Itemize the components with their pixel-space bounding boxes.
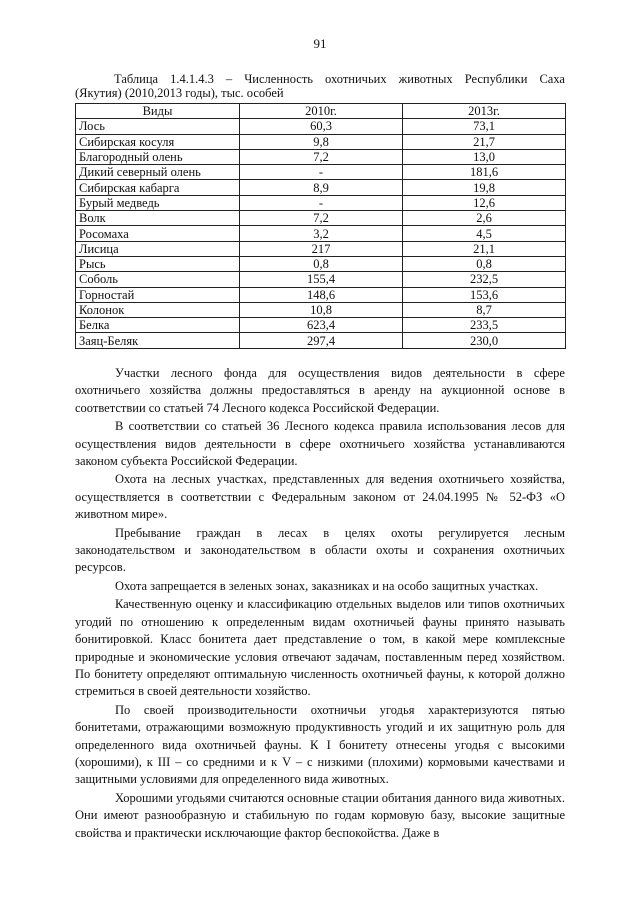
table-row <box>76 134 566 149</box>
value-2010-cell: 155,4 <box>240 272 403 287</box>
value-2010-cell: 297,4 <box>240 333 403 348</box>
caption-line-1 <box>75 72 565 86</box>
caption-word: Саха <box>539 72 565 86</box>
value-2013-cell: 0,8 <box>403 256 566 271</box>
table-row <box>76 302 566 317</box>
paragraph: Охота на лесных участках, представленных для ведения охотничьего хозяйства, осуществляется в соответствии с Федеральным законом от 24.04.1995 № 52-ФЗ «О животном мире». <box>75 472 565 522</box>
value-2010-cell: 7,2 <box>240 149 403 164</box>
value-2013-cell: 153,6 <box>403 287 566 302</box>
table-row <box>76 256 566 271</box>
caption-line-2: (Якутия) (2010,2013 годы), тыс. особей <box>75 86 284 100</box>
value-2010-cell: 7,2 <box>240 211 403 226</box>
table-row <box>76 149 566 164</box>
table-row <box>76 119 566 134</box>
caption-word: Таблица <box>114 72 159 86</box>
table-row <box>76 333 566 348</box>
value-2010-cell: 623,4 <box>240 318 403 333</box>
species-cell: Колонок <box>76 302 240 317</box>
species-cell: Сибирская кабарга <box>76 180 240 195</box>
header-2013: 2013г. <box>403 104 566 119</box>
value-2013-cell: 13,0 <box>403 149 566 164</box>
value-2010-cell: 217 <box>240 241 403 256</box>
species-cell: Белка <box>76 318 240 333</box>
species-cell: Волк <box>76 211 240 226</box>
header-species: Виды <box>76 104 240 119</box>
header-2010: 2010г. <box>240 104 403 119</box>
value-2013-cell: 8,7 <box>403 302 566 317</box>
value-2013-cell: 233,5 <box>403 318 566 333</box>
species-cell: Сибирская косуля <box>76 134 240 149</box>
table-row <box>76 165 566 180</box>
caption-word: Республики <box>464 72 528 86</box>
caption-word: Численность <box>244 72 313 86</box>
body-text <box>75 365 565 842</box>
paragraph: Качественную оценку и классификацию отдельных выделов или типов охотничьих угодий по отношению к определенным видам охотничьей фауны принято называть бонитировкой. Класс бонитета дает представление о том, в какой мере комплексные природные и экономические условия отвечают задачам, поставленным перед хозяйством. По бонитету определяют оптимальную численность охотничьей фауны, к которой должно стремиться в своей деятельности хозяйство. <box>75 597 565 699</box>
table-row <box>76 180 566 195</box>
paragraph: Участки лесного фонда для осуществления видов деятельности в сфере охотничьего хозяйства должны предоставляться в аренду на аукционной основе в соответствии со статьей 74 Лесного кодекса Российской Федерации. <box>75 366 565 415</box>
value-2010-cell: 148,6 <box>240 287 403 302</box>
species-cell: Росомаха <box>76 226 240 241</box>
value-2010-cell: 0,8 <box>240 256 403 271</box>
table-row <box>76 226 566 241</box>
paragraph: Пребывание граждан в лесах в целях охоты регулируется лесным законодательством и законодательством в области охоты и сохранения охотничьих ресурсов. <box>75 525 565 575</box>
value-2013-cell: 2,6 <box>403 211 566 226</box>
species-cell: Благородный олень <box>76 149 240 164</box>
paragraph: Хорошими угодьями считаются основные стации обитания данного вида животных. Они имеют разнообразную и стабильную по годам кормовую базу, высокие защитные свойства и практически исключающие фактор беспокойства. Даже в <box>75 790 566 840</box>
table-header-row <box>76 104 566 119</box>
value-2010-cell: 60,3 <box>240 119 403 134</box>
species-cell: Бурый медведь <box>76 195 240 210</box>
value-2013-cell: 12,6 <box>403 195 566 210</box>
value-2010-cell: - <box>240 195 403 210</box>
species-cell: Заяц-Беляк <box>76 333 240 348</box>
value-2013-cell: 73,1 <box>403 119 566 134</box>
value-2013-cell: 232,5 <box>403 272 566 287</box>
value-2013-cell: 230,0 <box>403 333 566 348</box>
species-cell: Лисица <box>76 241 240 256</box>
animal-population-table <box>75 103 566 349</box>
value-2010-cell: 9,8 <box>240 134 403 149</box>
paragraph: В соответствии со статьей 36 Лесного кодекса правила использования лесов для осуществления видов деятельности в сфере охотничьего хозяйства устанавливаются законом субъекта Российской Федерации. <box>75 419 565 469</box>
page-number: 91 <box>313 36 327 51</box>
caption-word: охотничьих <box>325 72 387 86</box>
table-row <box>76 211 566 226</box>
species-cell: Лось <box>76 119 240 134</box>
paragraph: По своей производительности охотничьи угодья характеризуются пятью бонитетами, отражающими возможную продуктивность угодий и их защитную роль для определенного вида охотничьей фауны. К I бонитету отнесены угодья с высокими (хорошими), к III – со средними и к V – с низкими (плохими) кормовыми качествами и защитными условиями для определенного вида животных. <box>75 702 565 787</box>
table-row <box>76 287 566 302</box>
species-cell: Рысь <box>76 256 240 271</box>
value-2013-cell: 21,7 <box>403 134 566 149</box>
caption-word: 1.4.1.4.3 <box>170 72 214 86</box>
value-2013-cell: 4,5 <box>403 226 566 241</box>
table-row <box>76 195 566 210</box>
value-2010-cell: 3,2 <box>240 226 403 241</box>
value-2013-cell: 21,1 <box>403 241 566 256</box>
value-2013-cell: 19,8 <box>403 180 566 195</box>
value-2010-cell: 10,8 <box>240 302 403 317</box>
table-body <box>76 119 566 348</box>
value-2010-cell: - <box>240 165 403 180</box>
table-row <box>76 272 566 287</box>
species-cell: Соболь <box>76 272 240 287</box>
caption-word: – <box>225 72 233 86</box>
value-2010-cell: 8,9 <box>240 180 403 195</box>
table-caption <box>75 72 565 100</box>
caption-word: животных <box>398 72 453 86</box>
table-row <box>76 241 566 256</box>
value-2013-cell: 181,6 <box>403 165 566 180</box>
table-row <box>76 318 566 333</box>
species-cell: Дикий северный олень <box>76 165 240 180</box>
species-cell: Горностай <box>76 287 240 302</box>
paragraph: Охота запрещается в зеленых зонах, заказниках и на особо защитных участках. <box>115 578 539 593</box>
